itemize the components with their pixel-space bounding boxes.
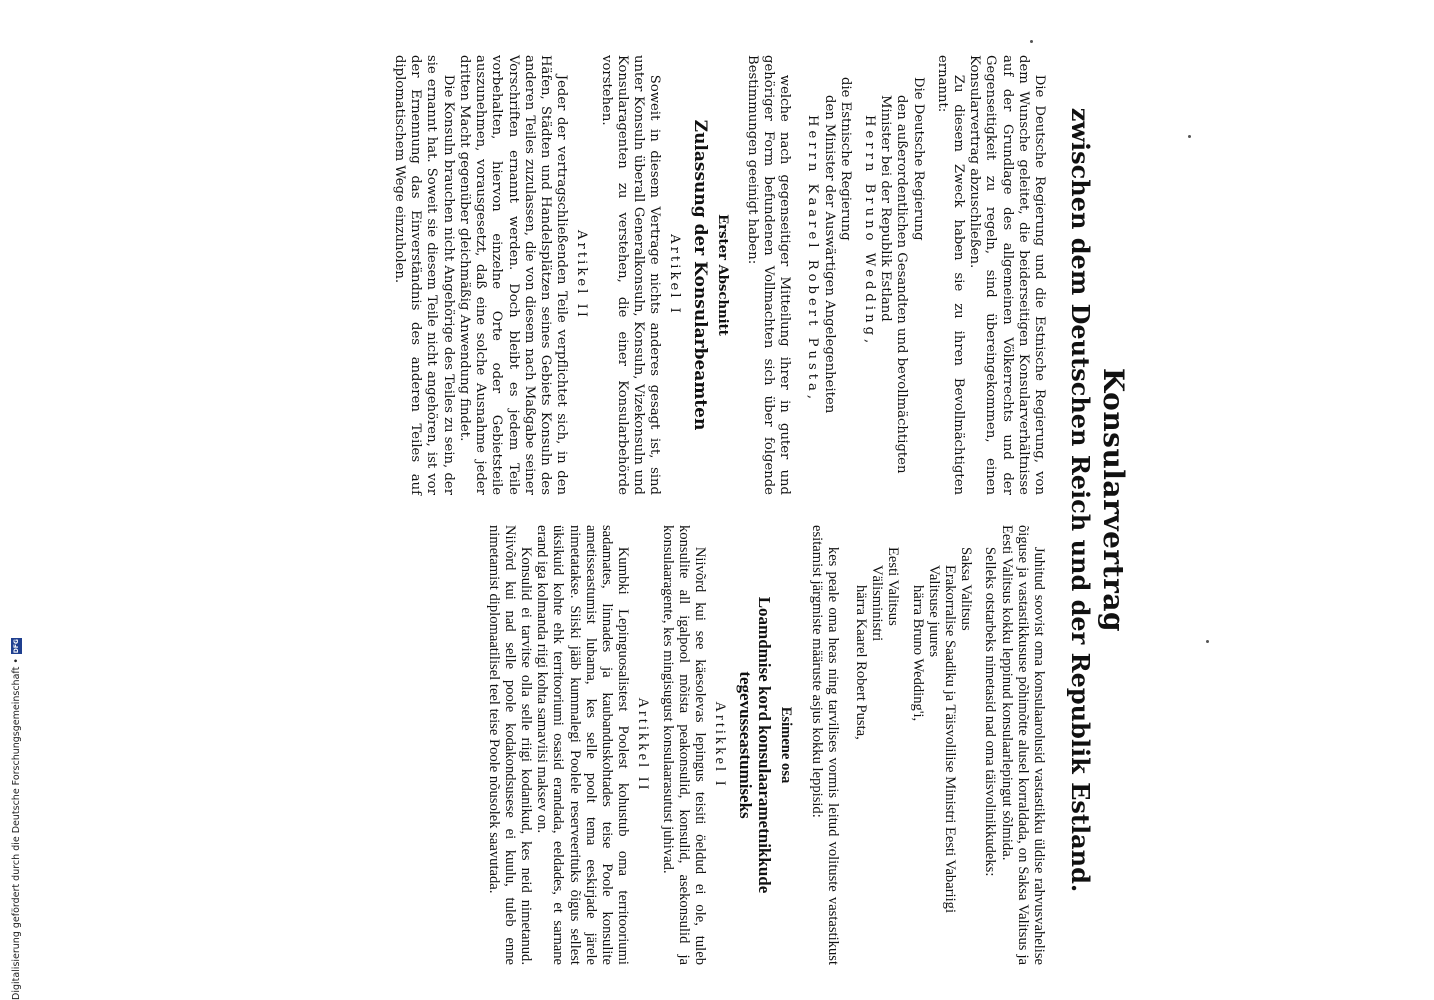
german-party1: Die Deutsche Regierung <box>910 77 926 241</box>
estonian-art2-p2: Konsulid ei tarvitse olla selle riigi kodanikud, kes neid nimetanud. Niivõrd kui nad selle poole kodakondsusese ei kuulu, tuleb enne nimetamist diplomaatilisel teel teise Poole nõusolek saavutada. <box>485 525 534 965</box>
estonian-agreement: kes peale oma heas ning tarvilises vormis leitud volituste vastastikust esitamist järgmiste määruste asjus kokku leppisid: <box>808 525 841 965</box>
german-art2-p1: Jeder der vertragschließenden Teile verpflichtet sich, in den Häfen, Städten und Handelsplätzen seines Gebiets Konsuln des anderen Teiles zuzulassen, die von diesem nach Maßgabe seiner Vorschriften ernannt werden. Doch bleibt es jedem Teile vorbehalten, hiervon einzelne Orte oder Gebietsteile auszunehmen, vorausgesetzt, daß eine solche Ausnahme jeder dritten Macht gegenüber gleichmäßig Anwendung findet. <box>456 55 570 495</box>
german-art1-heading: Artikel I <box>667 234 683 316</box>
estonian-party2-name: härra Kaarel Robert Pusta, <box>852 585 869 740</box>
estonian-art2-p1: Kumbki Lepinguosalistest Poolest kohustub oma territooriumi sadamates, linnades ja kaubanduskohtades teise Poole konsulite ametisseastumist lubama, kes selle poolt tema eeskirjade järele nimetatakse. Siiski jääb kummalegi Poolele reserveerituks õigus sellest üksikuid kohte ehk territooriumi osasid erandada, eeldades, et sarnane erand iga kolmanda riigi kohta samaviisi maksev on. <box>534 525 632 965</box>
german-party2-name: Herrn Kaarel Robert Pusta, <box>805 115 821 404</box>
estonian-party2-role: Välisministri <box>869 565 886 642</box>
estonian-art1-heading: Artikkel I <box>712 701 729 789</box>
german-party1-name: Herrn Bruno Wedding, <box>861 115 877 348</box>
german-section-heading: Erster Abschnitt <box>714 214 730 336</box>
german-section-title: Zulassung der Konsularbeamten <box>690 119 711 431</box>
dfg-logo-icon: DFG <box>12 639 20 654</box>
german-intro: Die Deutsche Regierung und die Estnische Regierung, von dem Wunsche geleitet, die beiderseitigen Konsularverhältnisse auf der Grundlage des allgemeinen Völkerrechts und der Gegenseitigkeit zu regeln, sind übereingekommen, einen Konsularvertrag abzuschließen. <box>967 55 1047 495</box>
estonian-section-title: Loamdmise kord konsulaarametnikkude tegevusseastumiseks <box>736 596 775 894</box>
estonian-section-heading: Esimene osa <box>778 706 795 784</box>
estonian-party1-role: Erakorralise Saadiku ja Täisvolilise Ministri Eesti Vabariigi Valitsuse juures <box>925 565 958 914</box>
estonian-party1-name: härra Bruno Wedding'i, <box>909 585 926 722</box>
german-party1-role: den außerordentlichen Gesandten und bevollmächtigten Minister bei der Republik Estland <box>878 95 910 474</box>
estonian-art1-text: Niivõrd kui see käesolevas lepingus teisiti öeldud ei ole, tuleb konsulite all igalpool mõista peakonsulid, konsulid, asekonsulid ja konsulaaragente, kes mingisugust konsulaarasutust juhivad. <box>659 525 708 965</box>
estonian-party2: Eesti Valitsus <box>885 547 902 626</box>
estonian-purpose: Selleks otstarbeks nimetasid nad oma täisvolinikkudeks: <box>982 546 999 877</box>
german-art1-text: Soweit in diesem Vertrage nichts anderes gesagt ist, sind unter Konsuln überall Generalkonsuln, Konsuln, Vizekonsuln und Konsularagenten zu verstehen, die einer Konsularbehörde vorstehen. <box>598 55 663 495</box>
estonian-art2-heading: Artikkel II <box>635 697 652 793</box>
digitization-footer <box>6 580 26 1000</box>
german-art2-p2: Die Konsuln brauchen nicht Angehörige des Teiles zu sein, der sie ernannt hat. Soweit sie diesem Teile nicht angehören, ist vor der Ernennung das Einverständnis des anderen Teiles auf diplomatischem Wege einzuholen. <box>392 55 456 495</box>
footer-text: Digitalisierung gefördert durch die Deutsche Forschungsgemeinschaft • <box>10 658 22 1000</box>
document-title: Konsularvertrag <box>1097 367 1130 633</box>
estonian-intro: Juhitud soovist oma konsulaarolusid vastastikku üldise rahvusvahelise õiguse ja vastastikkususe põhimõtte alusel korraldada, on Saksa Valitsus ja Eesti Valitsus kokku leppinud konsulaarlepingut sõlmida. <box>998 525 1047 965</box>
german-party2: die Estnische Regierung <box>837 77 853 241</box>
german-party2-role: den Minister der Auswärtigen Angelegenheiten <box>821 95 837 414</box>
german-column <box>391 55 1047 495</box>
german-agreement: welche nach gegenseitiger Mitteilung ihrer in guter und gehöriger Form befundenen Vollmachten sich über folgende Bestimmungen geeinigt haben: <box>744 55 793 495</box>
document-subtitle: zwischen dem Deutschen Reich und der Republik Estland. <box>1066 107 1095 893</box>
scan-speck <box>1030 40 1033 43</box>
scan-speck <box>1188 135 1191 138</box>
estonian-party1: Saksa Valitsus <box>958 547 975 631</box>
estonian-column <box>485 525 1047 965</box>
german-purpose: Zu diesem Zweck haben sie zu ihren Bevollmächtigten ernannt: <box>934 55 966 495</box>
document-page <box>155 0 1165 1000</box>
scan-speck <box>1206 640 1209 643</box>
german-art2-heading: Artikel II <box>574 230 590 320</box>
